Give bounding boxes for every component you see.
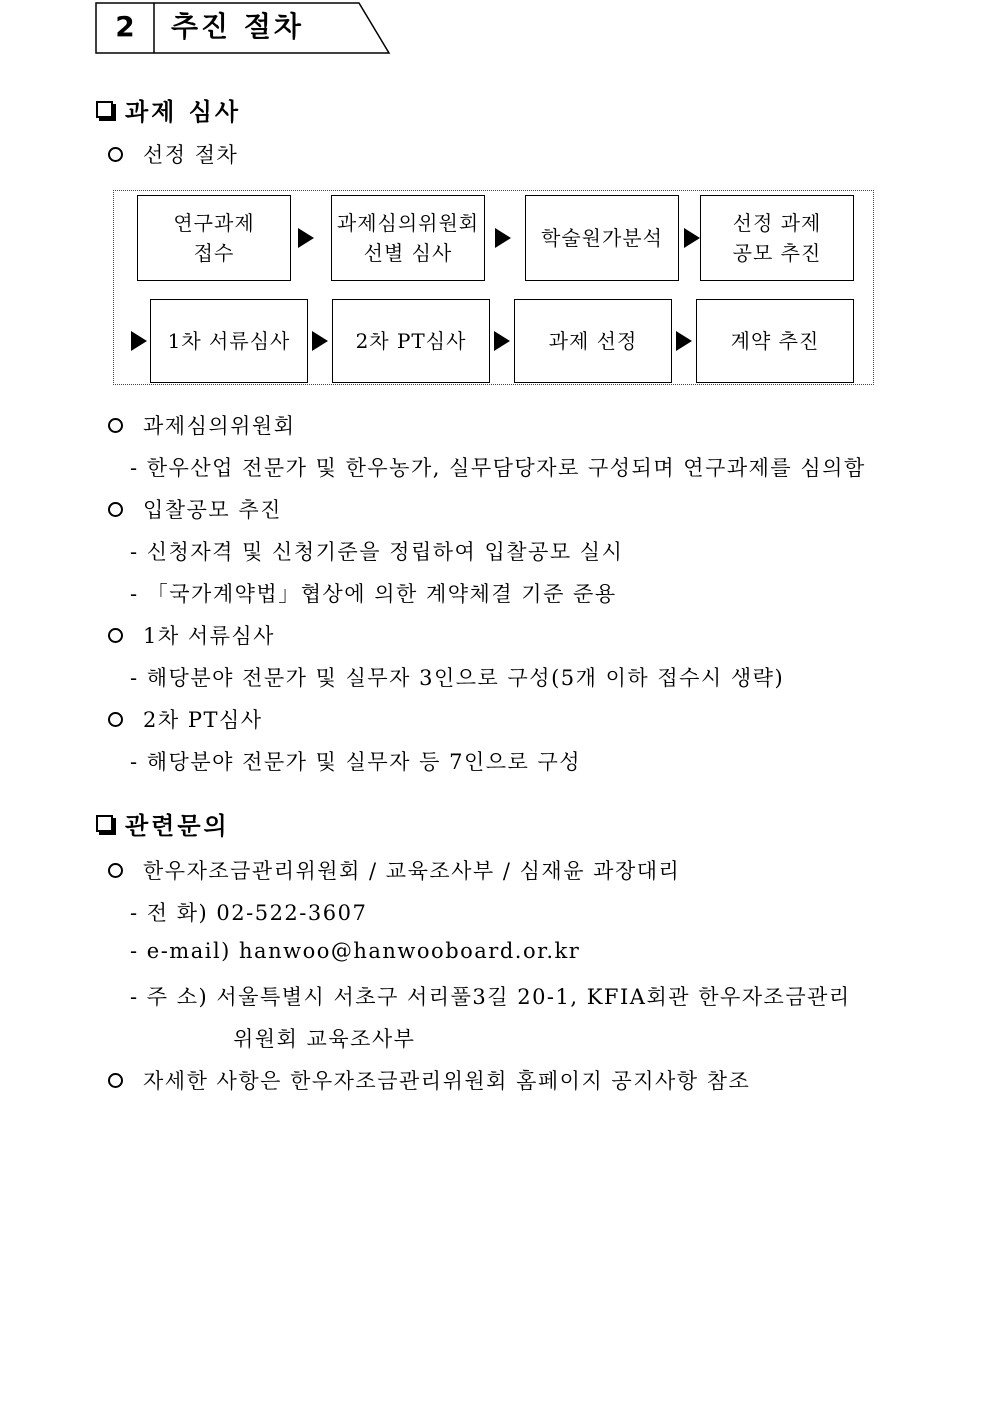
flow-step-label: 계약 추진 [730,329,820,353]
flow-arrow-icon [131,331,147,351]
contact-address: - 주 소) 서울특별시 서초구 서리풀3길 20-1, KFIA회관 한우자조금관리 [130,985,851,1009]
flow-step-label: 과제심의위원회 선별 심사 [336,211,480,265]
circle-bullet-icon [108,502,123,517]
circle-bullet-icon [108,1073,123,1088]
circle-bullet-icon [108,628,123,643]
flow-arrow-icon [495,228,511,248]
square-bullet-icon [96,815,113,832]
flow-arrow-icon [312,331,328,351]
section-number: 2 [115,10,135,43]
flow-step-r1-4 [700,195,854,281]
review-item: 2차 PT심사 [108,704,263,734]
review-item-detail: - 해당분야 전문가 및 실무자 등 7인으로 구성 [130,750,582,774]
contact-note: 자세한 사항은 한우자조금관리위원회 홈페이지 공지사항 참조 [108,1065,750,1095]
flow-step-r2-1 [150,299,308,383]
review-item: 입찰공모 추진 [108,494,282,524]
flow-step-r2-4 [696,299,854,383]
review-heading: 과제 심사 [96,92,241,127]
flow-step-label: 과제 선정 [548,329,638,353]
circle-bullet-icon [108,147,123,162]
procedure-label: 선정 절차 [143,143,239,167]
section-title: 추진 절차 [171,10,304,43]
flow-step-r2-2 [332,299,490,383]
review-item-detail: - 「국가계약법」협상에 의한 계약체결 기준 준용 [130,582,617,606]
contact-email: - e-mail) hanwoo@hanwooboard.or.kr [130,939,581,963]
flow-arrow-icon [676,331,692,351]
contact-heading: 관련문의 [96,806,230,841]
review-item-detail: - 신청자격 및 신청기준을 정립하여 입찰공모 실시 [130,540,624,564]
review-item-detail: - 한우산업 전문가 및 한우농가, 실무담당자로 구성되며 연구과제를 심의함 [130,456,866,480]
flow-step-label: 2차 PT심사 [355,329,467,353]
flow-step-r1-3 [525,195,679,281]
flow-step-r1-1 [137,195,291,281]
flow-arrow-icon [684,228,700,248]
circle-bullet-icon [108,712,123,727]
procedure-label-line [108,139,238,169]
review-item-detail: - 해당분야 전문가 및 실무자 3인으로 구성(5개 이하 접수시 생략) [130,666,785,690]
flow-step-label: 학술원가분석 [541,226,663,250]
flow-step-r2-3 [514,299,672,383]
flow-arrow-icon [298,228,314,248]
square-bullet-icon [96,101,113,118]
circle-bullet-icon [108,418,123,433]
flow-step-r1-2 [331,195,485,281]
flow-step-label: 연구과제 접수 [173,211,255,265]
procedure-flow-diagram [113,190,874,385]
review-item: 1차 서류심사 [108,620,275,650]
circle-bullet-icon [108,863,123,878]
contact-org-line: 한우자조금관리위원회 / 교육조사부 / 심재윤 과장대리 [108,855,680,885]
contact-phone: - 전 화) 02-522-3607 [130,901,368,925]
flow-step-label: 선정 과제 공모 추진 [732,211,822,265]
review-item: 과제심의위원회 [108,410,296,440]
contact-address-cont: 위원회 교육조사부 [233,1027,416,1051]
flow-step-label: 1차 서류심사 [167,329,291,353]
flow-arrow-icon [494,331,510,351]
